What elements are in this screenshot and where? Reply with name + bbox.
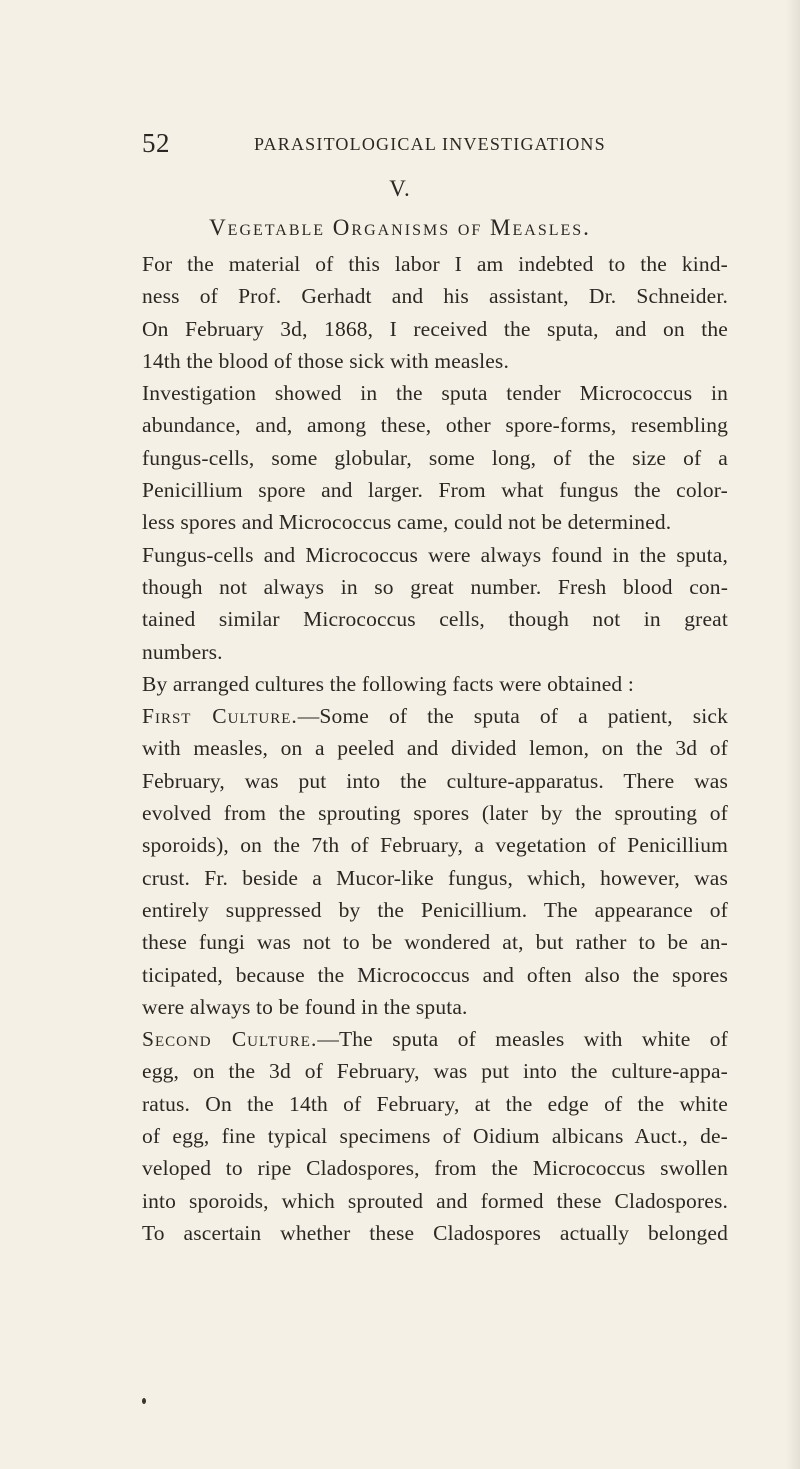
text-line [142, 1055, 728, 1087]
line-text: were always to be found in the sputa. [142, 994, 468, 1019]
text-line [142, 506, 728, 538]
text-line [142, 571, 728, 603]
text-line [142, 1217, 728, 1249]
line-text: To ascertain whether these Cladospores actually belonged [142, 1220, 728, 1245]
line-text: with measles, on a peeled and divided lemon, on the 3d of [142, 736, 728, 761]
line-text: 14th the blood of those sick with measles. [142, 348, 509, 373]
text-line [142, 539, 728, 571]
text-line [142, 926, 728, 958]
text-line [142, 248, 728, 280]
text-line [142, 377, 728, 409]
line-text: numbers. [142, 639, 223, 664]
text-line [142, 797, 728, 829]
text-line [142, 894, 728, 926]
line-text: —Some of the sputa of a patient, sick [297, 704, 728, 729]
line-text: By arranged cultures the following facts were obtained : [142, 671, 634, 696]
text-line [142, 442, 728, 474]
line-text: entirely suppressed by the Penicillium. The appearance of [142, 897, 728, 922]
line-text: sporoids), on the 7th of February, a vegetation of Penicillium [142, 833, 728, 858]
text-line [142, 668, 728, 700]
text-line [142, 280, 728, 312]
line-text: ticipated, because the Micrococcus and often also the spores [142, 962, 728, 987]
text-line [142, 829, 728, 861]
text-line [142, 313, 728, 345]
section-number: V. [389, 176, 411, 201]
text-line [142, 732, 728, 764]
running-header [142, 128, 702, 168]
line-text: tained similar Micrococcus cells, though not in great [142, 607, 728, 632]
text-line [142, 1152, 728, 1184]
text-line [142, 345, 728, 377]
line-text: abundance, and, among these, other spore-forms, resembling [142, 413, 728, 438]
text-line [142, 1023, 728, 1055]
line-text: —The sputa of measles with white of [317, 1027, 728, 1052]
line-text: For the material of this labor I am indebted to the kind- [142, 252, 728, 276]
line-text: these fungi was not to be wondered at, but rather to be an- [142, 930, 728, 955]
line-text: less spores and Micrococcus came, could not be determined. [142, 510, 672, 535]
line-text: though not always in so great number. Fresh blood con- [142, 574, 728, 599]
text-line [142, 636, 728, 668]
line-text: veloped to ripe Cladospores, from the Micrococcus swollen [142, 1156, 728, 1181]
line-text: ratus. On the 14th of February, at the edge of the white [142, 1091, 728, 1116]
text-line [142, 862, 728, 894]
text-line [142, 603, 728, 635]
text-line [142, 1185, 728, 1217]
line-text: Fungus-cells and Micrococcus were always found in the sputa, [142, 542, 728, 567]
text-line [142, 409, 728, 441]
running-title: PARASITOLOGICAL INVESTIGATIONS [254, 134, 606, 154]
culture-heading: Second Culture. [142, 1027, 318, 1052]
culture-heading: First Culture. [142, 704, 298, 729]
line-text: ness of Prof. Gerhadt and his assistant, Dr. Schneider. [142, 284, 728, 309]
body-text [142, 248, 728, 1249]
text-line [142, 1120, 728, 1152]
text-line [142, 959, 728, 991]
text-line [142, 700, 728, 732]
line-text: On February 3d, 1868, I received the sputa, and on the [142, 316, 728, 341]
line-text: Penicillium spore and larger. From what fungus the color- [142, 478, 728, 503]
text-line [142, 1088, 728, 1120]
line-text: Investigation showed in the sputa tender Micrococcus in [142, 381, 728, 406]
text-line [142, 991, 728, 1023]
line-text: crust. Fr. beside a Mucor-like fungus, which, however, was [142, 865, 728, 890]
line-text: into sporoids, which sprouted and formed these Cladospores. [142, 1188, 728, 1213]
section-title: Vegetable Organisms of Measles. [209, 215, 591, 240]
line-text: February, was put into the culture-apparatus. There was [142, 768, 728, 793]
line-text: fungus-cells, some globular, some long, of the size of a [142, 445, 728, 470]
page-number: 52 [142, 128, 170, 158]
ink-speck [142, 1398, 146, 1404]
line-text: of egg, fine typical specimens of Oidium albicans Auct., de- [142, 1124, 728, 1149]
text-line [142, 474, 728, 506]
line-text: egg, on the 3d of February, was put into the culture-appa- [142, 1059, 728, 1084]
text-line [142, 765, 728, 797]
line-text: evolved from the sprouting spores (later by the sprouting of [142, 801, 728, 826]
